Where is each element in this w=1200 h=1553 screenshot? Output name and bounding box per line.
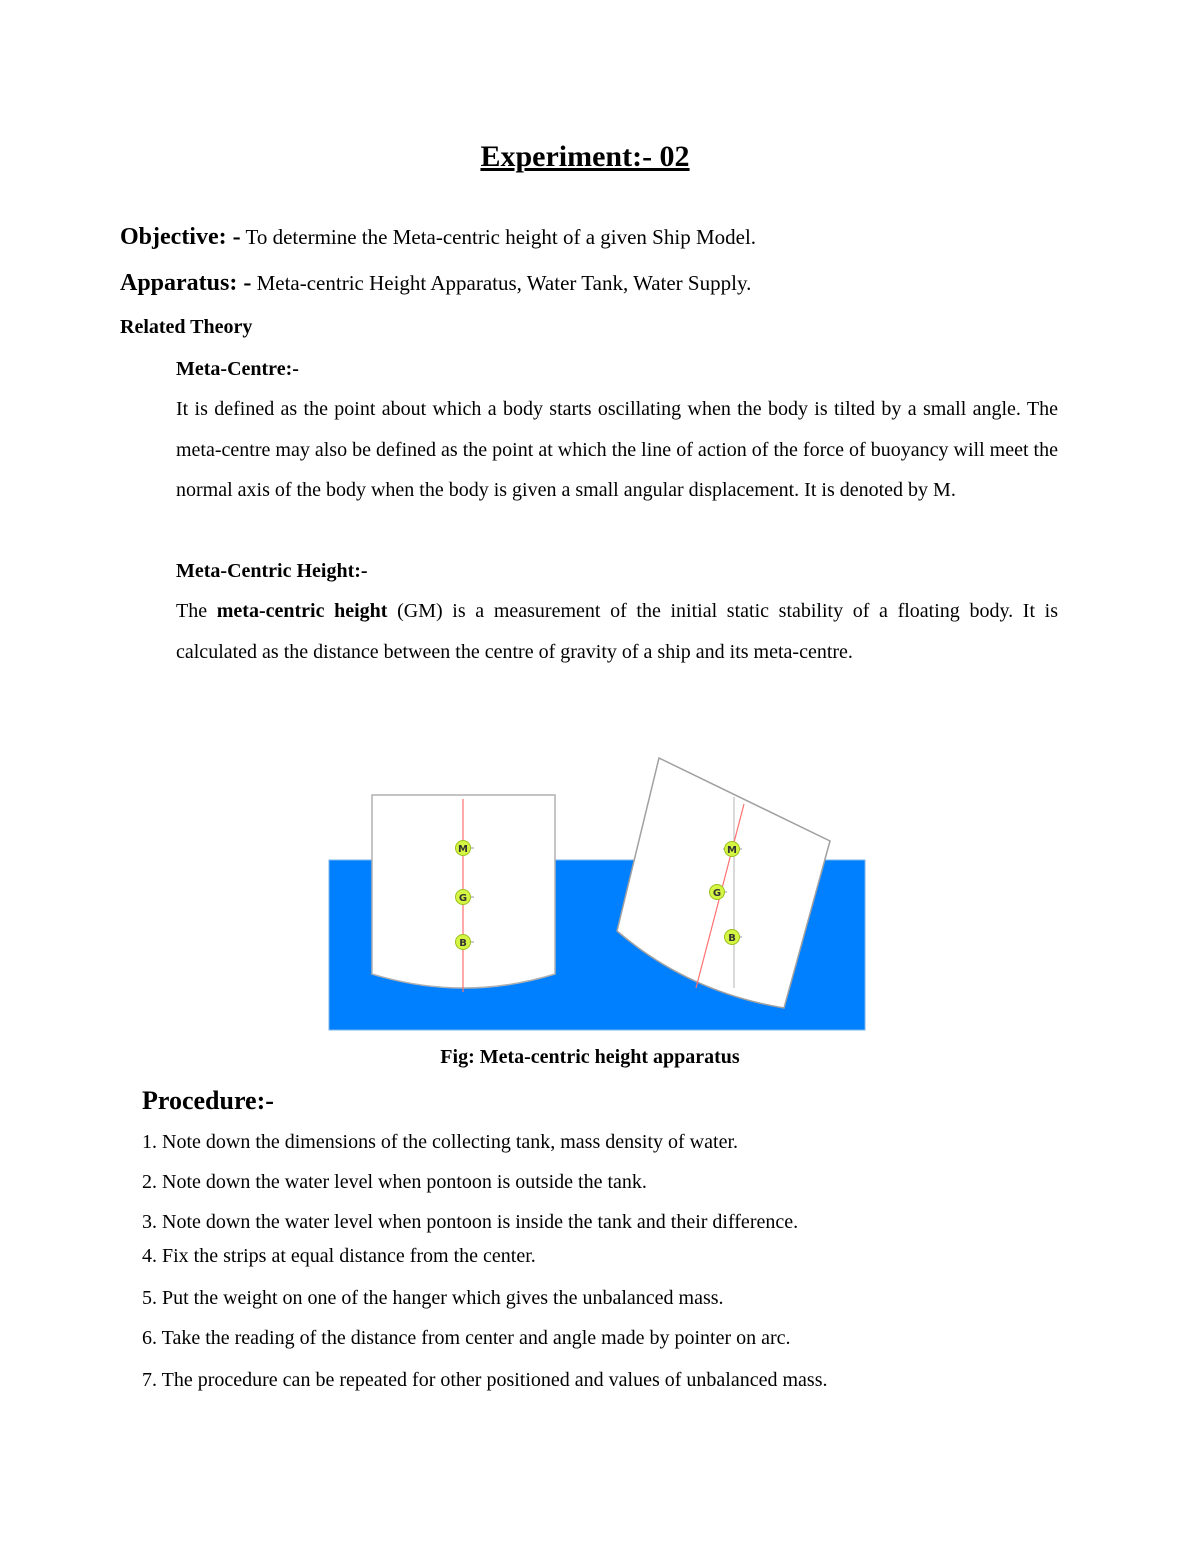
procedure-step-1: 1. Note down the dimensions of the collecting tank, mass density of water.	[142, 1131, 738, 1153]
meta-centric-height-paragraph	[176, 591, 1058, 672]
apparatus-label: Apparatus: -	[120, 270, 252, 296]
meta-centric-height-heading: Meta-Centric Height:-	[176, 560, 368, 582]
objective-line	[120, 224, 756, 251]
procedure-step-2: 2. Note down the water level when pontoon is outside the tank.	[142, 1171, 647, 1193]
procedure-step-6: 6. Take the reading of the distance from center and angle made by pointer on arc.	[142, 1327, 791, 1349]
upright-hull	[372, 795, 555, 992]
svg-text:B: B	[728, 933, 736, 944]
apparatus-line	[120, 270, 751, 297]
procedure-step-5: 5. Put the weight on one of the hanger which gives the unbalanced mass.	[142, 1287, 724, 1309]
gm-bold-term: meta-centric height	[216, 600, 388, 622]
svg-text:M: M	[727, 845, 737, 856]
gm-text-before: The	[176, 600, 217, 622]
procedure-step-3: 3. Note down the water level when pontoon is inside the tank and their difference.	[142, 1211, 799, 1233]
page-title: Experiment:- 02	[480, 140, 690, 173]
svg-text:G: G	[712, 888, 722, 899]
metacentric-figure	[328, 752, 868, 1032]
procedure-step-7: 7. The procedure can be repeated for other positioned and values of unbalanced mass.	[142, 1369, 828, 1391]
objective-text: To determine the Meta-centric height of a given Ship Model.	[245, 225, 757, 249]
apparatus-text: Meta-centric Height Apparatus, Water Tank, Water Supply.	[256, 271, 752, 295]
procedure-step-4: 4. Fix the strips at equal distance from the center.	[142, 1245, 536, 1267]
procedure-heading: Procedure:-	[142, 1086, 274, 1115]
svg-text:M: M	[458, 844, 468, 855]
svg-text:B: B	[459, 938, 467, 949]
gm-text-after: (GM) is a measurement of the initial static stability of a floating body. It is calculated as the distance between the centre of gravity of a ship and its meta-centre.	[176, 600, 1059, 663]
meta-centre-paragraph: It is defined as the point about which a body starts oscillating when the body is tilted by a small angle. The meta-centre may also be defined as the point at which the line of action of the force of buoyancy will meet the normal axis of the body when the body is given a small angular displacement. It is denoted by M.	[176, 398, 1058, 501]
objective-label: Objective: -	[120, 224, 241, 250]
meta-centre-heading: Meta-Centre:-	[176, 358, 299, 380]
svg-text:G: G	[458, 893, 468, 904]
figure-caption: Fig: Meta-centric height apparatus	[440, 1046, 740, 1068]
related-theory-heading: Related Theory	[120, 316, 253, 338]
